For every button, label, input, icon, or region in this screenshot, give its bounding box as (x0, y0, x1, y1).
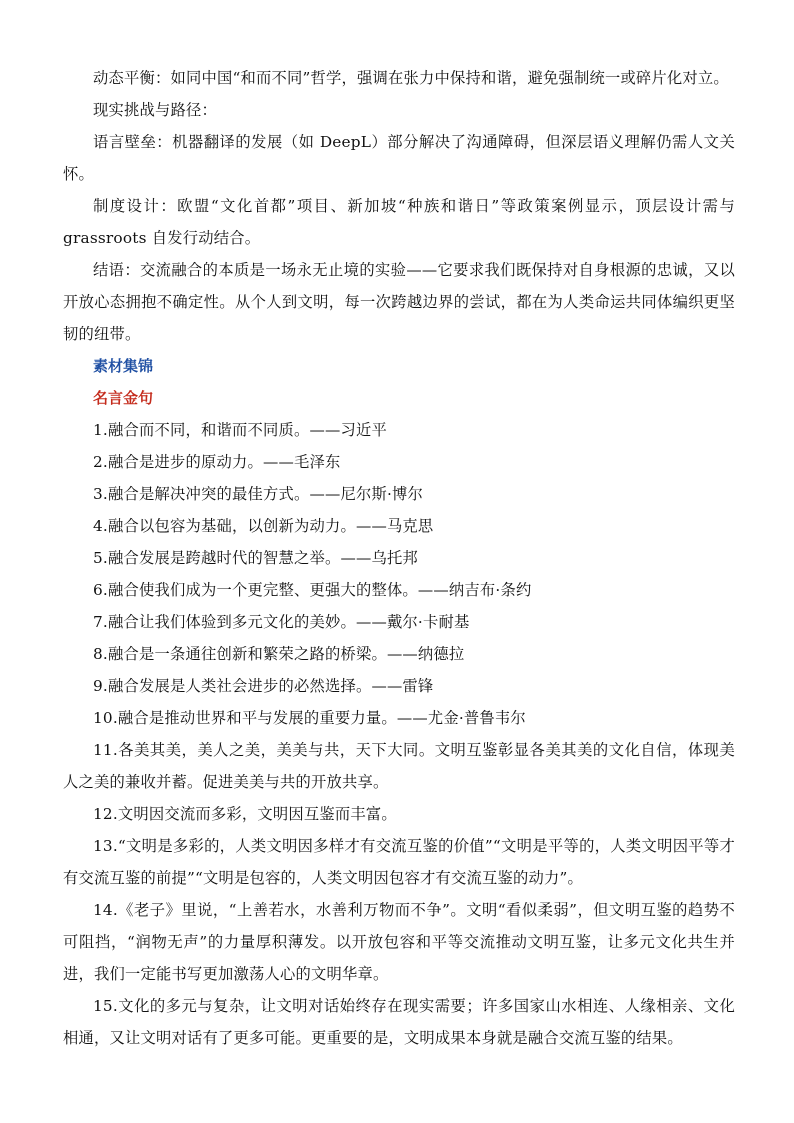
subsection-title: 名言金句 (93, 389, 154, 407)
quote-item: 3.融合是解决冲突的最佳方式。——尼尔斯·博尔 (93, 485, 423, 503)
quote-item: 6.融合使我们成为一个更完整、更强大的整体。——纳吉布·条约 (93, 581, 532, 599)
quote-paragraph: 13.“文明是多彩的，人类文明因多样才有交流互鉴的价值”“文明是平等的，人类文明因平等才有交流互鉴的前提”“文明是包容的，人类文明因包容才有交流互鉴的动力”。 (63, 837, 735, 887)
quote-paragraph: 15.文化的多元与复杂，让文明对话始终存在现实需要；许多国家山水相连、人缘相亲、文化相通，又让文明对话有了更多可能。更重要的是，文明成果本身就是融合交流互鉴的结果。 (63, 997, 735, 1047)
section-title: 素材集锦 (93, 357, 154, 375)
quote-paragraph: 11.各美其美，美人之美，美美与共，天下大同。文明互鉴彰显各美其美的文化自信，体现美人之美的兼收并蓄。促进美美与共的开放共享。 (63, 741, 735, 791)
quote-paragraph: 14.《老子》里说，“上善若水，水善利万物而不争”。文明“看似柔弱”，但文明互鉴的趋势不可阻挡，“润物无声”的力量厚积薄发。以开放包容和平等交流推动文明互鉴，让多元文化共生并进，我们一定能书写更加激荡人心的文明华章。 (63, 901, 735, 983)
quote-item: 2.融合是进步的原动力。——毛泽东 (93, 453, 341, 471)
document-page (63, 62, 735, 1054)
quote-item: 4.融合以包容为基础，以创新为动力。——马克思 (93, 517, 434, 535)
quote-item: 10.融合是推动世界和平与发展的重要力量。——尤金·普鲁韦尔 (93, 709, 526, 727)
paragraph-dynamic-balance: 动态平衡：如同中国“和而不同”哲学，强调在张力中保持和谐，避免强制统一或碎片化对立。 (93, 69, 729, 87)
paragraph-challenges-heading: 现实挑战与路径： (93, 101, 217, 119)
quote-item: 8.融合是一条通往创新和繁荣之路的桥梁。——纳德拉 (93, 645, 465, 663)
quote-item: 5.融合发展是跨越时代的智慧之举。——乌托邦 (93, 549, 418, 567)
quote-item: 1.融合而不同，和谐而不同质。——习近平 (93, 421, 387, 439)
paragraph-language-barrier: 语言壁垒：机器翻译的发展（如 DeepL）部分解决了沟通障碍，但深层语义理解仍需人文关怀。 (63, 133, 735, 183)
quote-item: 7.融合让我们体验到多元文化的美妙。——戴尔·卡耐基 (93, 613, 470, 631)
quote-item: 9.融合发展是人类社会进步的必然选择。——雷锋 (93, 677, 434, 695)
quote-paragraph: 12.文明因交流而多彩，文明因互鉴而丰富。 (93, 805, 397, 823)
paragraph-institutional-design: 制度设计：欧盟“文化首都”项目、新加坡“种族和谐日”等政策案例显示，顶层设计需与grassroots 自发行动结合。 (63, 197, 735, 247)
paragraph-conclusion: 结语：交流融合的本质是一场永无止境的实验——它要求我们既保持对自身根源的忠诚，又以开放心态拥抱不确定性。从个人到文明，每一次跨越边界的尝试，都在为人类命运共同体编织更坚韧的纽带。 (63, 261, 735, 343)
